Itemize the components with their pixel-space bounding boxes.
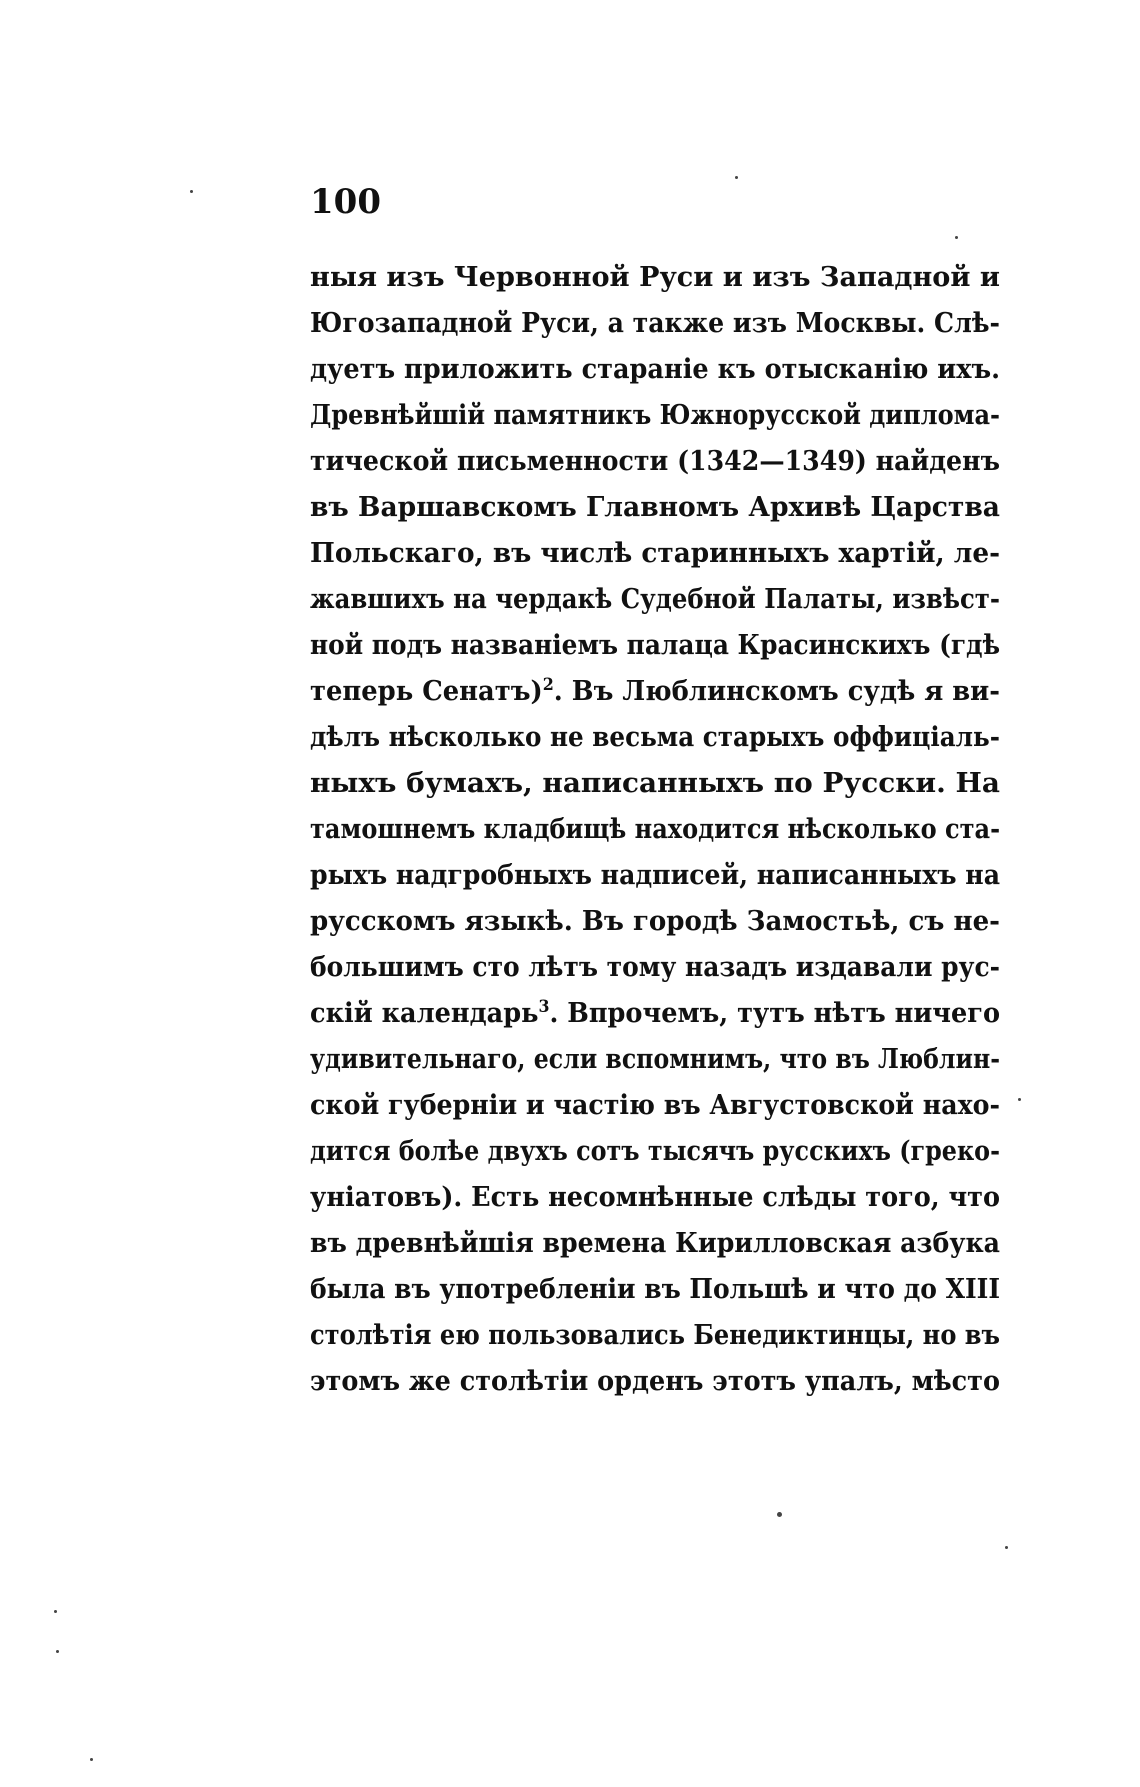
line-text: ской губерніи и частію въ Августовской нахо- (310, 1089, 1001, 1121)
line-text: тамошнемъ кладбищѣ находится нѣсколько ста- (310, 813, 1001, 845)
text-line (310, 622, 1000, 668)
line-text: жавшихъ на чердакѣ Судебной Палаты, извѣст- (310, 583, 1000, 615)
text-line (310, 530, 1000, 576)
text-line (310, 1266, 1000, 1312)
text-line (310, 438, 1000, 484)
text-line (310, 254, 1000, 300)
text-line (310, 898, 1000, 944)
line-text: уніатовъ). Есть несомнѣнные слѣды того, что (310, 1181, 1001, 1213)
scan-speck (1005, 1546, 1008, 1549)
body-text (310, 254, 1000, 1404)
text-line (310, 300, 1000, 346)
text-line (310, 760, 1000, 806)
line-text-continued: . Впрочемъ, тутъ нѣтъ ничего (549, 997, 1000, 1029)
text-line (310, 484, 1000, 530)
scan-speck (190, 190, 193, 193)
line-text: тической письменности (1342—1349) найденъ (310, 445, 1000, 477)
scan-speck (777, 1512, 782, 1517)
text-line (310, 714, 1000, 760)
line-text: была въ употребленіи въ Польшѣ и что до XIII (310, 1273, 1001, 1305)
line-text: ныя изъ Червонной Руси и изъ Западной и (310, 261, 1000, 293)
line-text: дится болѣе двухъ сотъ тысячъ русскихъ (греко- (310, 1135, 1000, 1167)
text-line (310, 806, 1000, 852)
scan-speck (54, 1610, 57, 1613)
footnote-ref: 3 (538, 997, 550, 1017)
scan-speck (955, 236, 958, 239)
footnote-ref: 2 (542, 675, 554, 695)
text-line (310, 944, 1000, 990)
scan-speck (56, 1650, 59, 1653)
text-line (310, 668, 1000, 714)
line-text: большимъ сто лѣтъ тому назадъ издавали рус- (310, 951, 1001, 983)
text-line (310, 990, 1000, 1036)
line-text: удивительнаго, если вспомнимъ, что въ Люблин- (310, 1043, 1001, 1075)
text-line (310, 1128, 1000, 1174)
text-line (310, 346, 1000, 392)
line-text: въ Варшавскомъ Главномъ Архивѣ Царства (310, 491, 1000, 523)
text-line (310, 1174, 1000, 1220)
line-text: дѣлъ нѣсколько не весьма старыхъ оффиціаль- (310, 721, 1000, 753)
line-text: въ древнѣйшія времена Кирилловская азбука (310, 1227, 1000, 1259)
text-line (310, 1358, 1000, 1404)
line-text: русскомъ языкѣ. Въ городѣ Замостьѣ, съ не- (310, 905, 1000, 937)
line-text: Польскаго, въ числѣ старинныхъ хартій, ле- (310, 537, 1000, 569)
text-line (310, 392, 1000, 438)
line-text-continued: . Въ Люблинскомъ судѣ я ви- (553, 675, 1001, 707)
text-line (310, 1220, 1000, 1266)
line-text: ной подъ названіемъ палаца Красинскихъ (гдѣ (310, 629, 1001, 661)
line-text: столѣтія ею пользовались Бенедиктинцы, но въ (310, 1319, 1001, 1351)
text-line (310, 1312, 1000, 1358)
text-line (310, 1036, 1000, 1082)
text-line (310, 852, 1000, 898)
scan-speck (735, 176, 738, 179)
line-text: Древнѣйшій памятникъ Южнорусской диплома- (310, 399, 1001, 431)
line-text: рыхъ надгробныхъ надписей, написанныхъ на (310, 859, 1001, 891)
line-text: Югозападной Руси, а также изъ Москвы. Слѣ- (310, 307, 1000, 339)
line-text: скій календарь (310, 997, 539, 1029)
page-number: 100 (310, 182, 381, 222)
line-text: дуетъ приложить стараніе къ отысканію ихъ. (310, 353, 1000, 385)
text-line (310, 1082, 1000, 1128)
line-text: ныхъ бумахъ, написанныхъ по Русски. На (310, 767, 1000, 799)
line-text: теперь Сенатъ) (310, 675, 543, 707)
text-line (310, 576, 1000, 622)
line-text: этомъ же столѣтіи орденъ этотъ упалъ, мѣсто (310, 1365, 1000, 1397)
scan-speck (90, 1758, 93, 1761)
scan-speck (1018, 1098, 1021, 1101)
